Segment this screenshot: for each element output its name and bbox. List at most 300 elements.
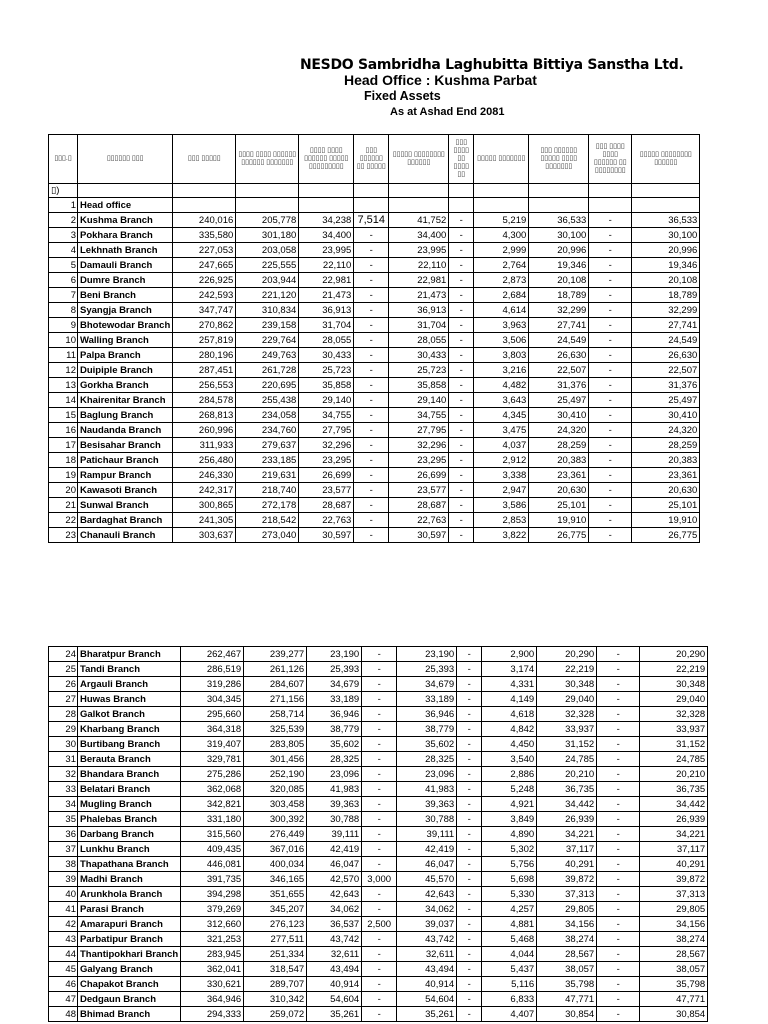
cell-value: 22,981 xyxy=(389,273,449,288)
empty-cell xyxy=(299,198,354,213)
cell-value: 22,507 xyxy=(529,363,589,378)
cell-value: 36,913 xyxy=(389,303,449,318)
cell-value: 28,055 xyxy=(389,333,449,348)
cell-value: - xyxy=(597,647,640,662)
cell-value: 4,450 xyxy=(482,737,537,752)
cell-value: 242,593 xyxy=(173,288,236,303)
empty-cell xyxy=(474,198,529,213)
cell-value: - xyxy=(457,812,482,827)
cell-value: 257,819 xyxy=(173,333,236,348)
cell-value: 364,946 xyxy=(181,992,244,1007)
cell-value: 261,728 xyxy=(236,363,299,378)
cell-value: 34,400 xyxy=(299,228,354,243)
table-row xyxy=(49,767,708,782)
table-row xyxy=(49,977,708,992)
cell-value: - xyxy=(457,947,482,962)
cell-value: 25,393 xyxy=(307,662,362,677)
branch-name: Kushma Branch xyxy=(78,213,173,228)
cell-value: 38,057 xyxy=(640,962,708,977)
cell-value: - xyxy=(362,1007,397,1022)
cell-value: 4,890 xyxy=(482,827,537,842)
cell-value: 27,741 xyxy=(529,318,589,333)
cell-value: - xyxy=(354,348,389,363)
branch-name: Arunkhola Branch xyxy=(78,887,181,902)
cell-value: 35,602 xyxy=(307,737,362,752)
cell-value: 318,547 xyxy=(244,962,307,977)
cell-value: - xyxy=(362,902,397,917)
cell-value: 24,320 xyxy=(529,423,589,438)
cell-value: 391,735 xyxy=(181,872,244,887)
empty-cell xyxy=(589,184,632,198)
cell-value: 362,068 xyxy=(181,782,244,797)
serial-number: 10 xyxy=(49,333,78,348)
column-header: ▯▯▯▯ ▯▯▯▯ ▯▯▯▯▯▯ ▯▯▯▯▯▯ ▯▯▯▯▯▯▯ xyxy=(236,135,299,184)
empty-cell xyxy=(236,198,299,213)
cell-value: - xyxy=(589,333,632,348)
cell-value: - xyxy=(589,363,632,378)
cell-value: - xyxy=(597,707,640,722)
cell-value: 28,567 xyxy=(640,947,708,962)
cell-value: - xyxy=(597,782,640,797)
table-row xyxy=(49,842,708,857)
cell-value: - xyxy=(362,842,397,857)
cell-value: - xyxy=(589,258,632,273)
table-row xyxy=(49,677,708,692)
cell-value: 4,331 xyxy=(482,677,537,692)
cell-value: 30,348 xyxy=(537,677,597,692)
table-row xyxy=(49,857,708,872)
table-row xyxy=(49,902,708,917)
cell-value: 20,210 xyxy=(537,767,597,782)
cell-value: 30,597 xyxy=(389,528,449,543)
cell-value: - xyxy=(354,408,389,423)
serial-number: 43 xyxy=(49,932,78,947)
cell-value: - xyxy=(449,528,474,543)
empty-cell xyxy=(589,198,632,213)
cell-value: 23,096 xyxy=(397,767,457,782)
cell-value: 258,714 xyxy=(244,707,307,722)
cell-value: 367,016 xyxy=(244,842,307,857)
cell-value: 3,643 xyxy=(474,393,529,408)
cell-value: - xyxy=(354,273,389,288)
cell-value: - xyxy=(449,468,474,483)
cell-value: - xyxy=(449,333,474,348)
cell-value: - xyxy=(457,797,482,812)
cell-value: 23,295 xyxy=(299,453,354,468)
branch-name: Lekhnath Branch xyxy=(78,243,173,258)
cell-value: 29,140 xyxy=(389,393,449,408)
serial-number: 19 xyxy=(49,468,78,483)
cell-value: - xyxy=(589,393,632,408)
cell-value: 446,081 xyxy=(181,857,244,872)
branch-name: Syangja Branch xyxy=(78,303,173,318)
cell-value: 26,939 xyxy=(640,812,708,827)
cell-value: 39,111 xyxy=(397,827,457,842)
cell-value: - xyxy=(362,647,397,662)
serial-number: 36 xyxy=(49,827,78,842)
cell-value: 329,781 xyxy=(181,752,244,767)
serial-number: 24 xyxy=(49,647,78,662)
cell-value: 32,296 xyxy=(389,438,449,453)
cell-value: 2,999 xyxy=(474,243,529,258)
cell-value: 246,330 xyxy=(173,468,236,483)
table-row xyxy=(49,1007,708,1022)
cell-value: 22,507 xyxy=(632,363,700,378)
cell-value: 28,325 xyxy=(307,752,362,767)
cell-value: 4,044 xyxy=(482,947,537,962)
cell-value: 30,788 xyxy=(307,812,362,827)
table-row xyxy=(49,722,708,737)
branch-name: Parasi Branch xyxy=(78,902,181,917)
cell-value: 30,348 xyxy=(640,677,708,692)
table-row xyxy=(49,258,700,273)
table-row xyxy=(49,318,700,333)
cell-value: 38,274 xyxy=(537,932,597,947)
branch-name: Pokhara Branch xyxy=(78,228,173,243)
cell-value: - xyxy=(362,962,397,977)
cell-value: 41,983 xyxy=(307,782,362,797)
cell-value: 239,277 xyxy=(244,647,307,662)
cell-value: 23,995 xyxy=(299,243,354,258)
cell-value: - xyxy=(597,752,640,767)
cell-value: 234,760 xyxy=(236,423,299,438)
serial-number: 35 xyxy=(49,812,78,827)
branch-name: Lunkhu Branch xyxy=(78,842,181,857)
cell-value: - xyxy=(457,1007,482,1022)
cell-value: 241,305 xyxy=(173,513,236,528)
cell-value: 37,313 xyxy=(640,887,708,902)
serial-number: 31 xyxy=(49,752,78,767)
cell-value: 25,497 xyxy=(529,393,589,408)
column-header: ▯▯▯▯▯ ▯▯▯▯▯▯▯▯ ▯▯▯▯▯▯ xyxy=(389,135,449,184)
cell-value: 2,500 xyxy=(362,917,397,932)
branch-name: Baglung Branch xyxy=(78,408,173,423)
cell-value: - xyxy=(362,887,397,902)
cell-value: 271,156 xyxy=(244,692,307,707)
cell-value: 2,684 xyxy=(474,288,529,303)
cell-value: - xyxy=(354,228,389,243)
cell-value: - xyxy=(457,932,482,947)
cell-value: 26,775 xyxy=(632,528,700,543)
cell-value: 221,120 xyxy=(236,288,299,303)
cell-value: 29,805 xyxy=(640,902,708,917)
cell-value: - xyxy=(457,887,482,902)
table-row xyxy=(49,962,708,977)
cell-value: 3,338 xyxy=(474,468,529,483)
cell-value: 34,238 xyxy=(299,213,354,228)
cell-value: 394,298 xyxy=(181,887,244,902)
cell-value: 26,630 xyxy=(632,348,700,363)
cell-value: 300,392 xyxy=(244,812,307,827)
cell-value: - xyxy=(362,722,397,737)
cell-value: 35,602 xyxy=(397,737,457,752)
branch-name: Bharatpur Branch xyxy=(78,647,181,662)
cell-value: 34,062 xyxy=(307,902,362,917)
cell-value: 30,433 xyxy=(299,348,354,363)
cell-value: 39,872 xyxy=(640,872,708,887)
cell-value: 4,614 xyxy=(474,303,529,318)
cell-value: - xyxy=(589,513,632,528)
cell-value: 23,096 xyxy=(307,767,362,782)
cell-value: - xyxy=(597,932,640,947)
table-row xyxy=(49,468,700,483)
cell-value: - xyxy=(354,333,389,348)
cell-value: 219,631 xyxy=(236,468,299,483)
cell-value: 37,117 xyxy=(640,842,708,857)
table-row xyxy=(49,827,708,842)
cell-value: - xyxy=(354,468,389,483)
cell-value: 3,586 xyxy=(474,498,529,513)
cell-value: 32,328 xyxy=(640,707,708,722)
cell-value: - xyxy=(457,962,482,977)
serial-number: 26 xyxy=(49,677,78,692)
cell-value: 335,580 xyxy=(173,228,236,243)
serial-number: 38 xyxy=(49,857,78,872)
cell-value: 256,553 xyxy=(173,378,236,393)
cell-value: - xyxy=(362,827,397,842)
cell-value: 312,660 xyxy=(181,917,244,932)
cell-value: - xyxy=(449,438,474,453)
cell-value: 45,570 xyxy=(397,872,457,887)
cell-value: - xyxy=(589,213,632,228)
cell-value: 30,410 xyxy=(529,408,589,423)
cell-value: - xyxy=(597,767,640,782)
serial-number: 7 xyxy=(49,288,78,303)
cell-value: - xyxy=(589,303,632,318)
cell-value: 23,995 xyxy=(389,243,449,258)
cell-value: 4,300 xyxy=(474,228,529,243)
cell-value: 325,539 xyxy=(244,722,307,737)
cell-value: - xyxy=(589,438,632,453)
cell-value: - xyxy=(457,872,482,887)
cell-value: - xyxy=(449,303,474,318)
cell-value: 36,533 xyxy=(529,213,589,228)
empty-cell xyxy=(632,198,700,213)
cell-value: 40,291 xyxy=(537,857,597,872)
branch-name: Dedgaun Branch xyxy=(78,992,181,1007)
cell-value: 41,983 xyxy=(397,782,457,797)
branch-name: Phalebas Branch xyxy=(78,812,181,827)
cell-value: 31,376 xyxy=(529,378,589,393)
cell-value: 22,110 xyxy=(299,258,354,273)
cell-value: - xyxy=(362,977,397,992)
table-row xyxy=(49,198,700,213)
cell-value: - xyxy=(354,528,389,543)
cell-value: - xyxy=(589,528,632,543)
cell-value: 31,152 xyxy=(537,737,597,752)
cell-value: 24,785 xyxy=(537,752,597,767)
cell-value: 320,085 xyxy=(244,782,307,797)
cell-value: 46,047 xyxy=(397,857,457,872)
branch-name: Naudanda Branch xyxy=(78,423,173,438)
cell-value: 239,158 xyxy=(236,318,299,333)
cell-value: 34,062 xyxy=(397,902,457,917)
serial-number: 20 xyxy=(49,483,78,498)
cell-value: 24,549 xyxy=(632,333,700,348)
cell-value: 249,763 xyxy=(236,348,299,363)
cell-value: 27,741 xyxy=(632,318,700,333)
cell-value: - xyxy=(597,827,640,842)
branch-name: Bardaghat Branch xyxy=(78,513,173,528)
cell-value: - xyxy=(362,707,397,722)
cell-value: 24,320 xyxy=(632,423,700,438)
serial-number: 4 xyxy=(49,243,78,258)
cell-value: 33,937 xyxy=(537,722,597,737)
cell-value: 5,219 xyxy=(474,213,529,228)
cell-value: 36,735 xyxy=(640,782,708,797)
branch-name: Duipiple Branch xyxy=(78,363,173,378)
cell-value: 270,862 xyxy=(173,318,236,333)
cell-value: - xyxy=(597,857,640,872)
cell-value: 3,540 xyxy=(482,752,537,767)
cell-value: 2,912 xyxy=(474,453,529,468)
cell-value: 226,925 xyxy=(173,273,236,288)
cell-value: 26,630 xyxy=(529,348,589,363)
cell-value: 4,482 xyxy=(474,378,529,393)
cell-value: 26,699 xyxy=(299,468,354,483)
branch-name: Chapakot Branch xyxy=(78,977,181,992)
cell-value: 47,771 xyxy=(640,992,708,1007)
cell-value: 30,854 xyxy=(537,1007,597,1022)
cell-value: - xyxy=(589,318,632,333)
branch-name: Huwas Branch xyxy=(78,692,181,707)
serial-number: 40 xyxy=(49,887,78,902)
cell-value: 255,438 xyxy=(236,393,299,408)
cell-value: 3,000 xyxy=(362,872,397,887)
cell-value: - xyxy=(597,887,640,902)
cell-value: - xyxy=(457,647,482,662)
cell-value: 25,101 xyxy=(529,498,589,513)
branch-name: Sunwal Branch xyxy=(78,498,173,513)
table-row xyxy=(49,408,700,423)
table-row xyxy=(49,363,700,378)
cell-value: 30,854 xyxy=(640,1007,708,1022)
cell-value: - xyxy=(589,453,632,468)
cell-value: 42,570 xyxy=(307,872,362,887)
cell-value: 20,290 xyxy=(537,647,597,662)
cell-value: 5,330 xyxy=(482,887,537,902)
fixed-assets-table-page1 xyxy=(48,134,700,543)
cell-value: - xyxy=(457,662,482,677)
cell-value: - xyxy=(597,692,640,707)
cell-value: 34,156 xyxy=(537,917,597,932)
empty-cell xyxy=(449,198,474,213)
cell-value: - xyxy=(449,228,474,243)
serial-number: 8 xyxy=(49,303,78,318)
cell-value: - xyxy=(589,273,632,288)
cell-value: 29,040 xyxy=(537,692,597,707)
cell-value: 3,216 xyxy=(474,363,529,378)
cell-value: 26,939 xyxy=(537,812,597,827)
cell-value: 22,219 xyxy=(640,662,708,677)
cell-value: 28,055 xyxy=(299,333,354,348)
cell-value: 294,333 xyxy=(181,1007,244,1022)
cell-value: - xyxy=(354,513,389,528)
cell-value: - xyxy=(449,453,474,468)
cell-value: - xyxy=(589,228,632,243)
cell-value: 20,108 xyxy=(632,273,700,288)
cell-value: 31,376 xyxy=(632,378,700,393)
branch-name: Thapathana Branch xyxy=(78,857,181,872)
cell-value: 34,755 xyxy=(299,408,354,423)
cell-value: 22,763 xyxy=(299,513,354,528)
serial-number: 23 xyxy=(49,528,78,543)
cell-value: - xyxy=(354,318,389,333)
branch-name: Khairenitar Branch xyxy=(78,393,173,408)
cell-value: 20,630 xyxy=(529,483,589,498)
cell-value: 37,313 xyxy=(537,887,597,902)
column-header: ▯▯▯ ▯▯▯▯▯ xyxy=(173,135,236,184)
serial-number: 18 xyxy=(49,453,78,468)
serial-number: 25 xyxy=(49,662,78,677)
cell-value: 36,913 xyxy=(299,303,354,318)
cell-value: 39,872 xyxy=(537,872,597,887)
serial-number: 2 xyxy=(49,213,78,228)
cell-value: 31,704 xyxy=(299,318,354,333)
branch-name: Berauta Branch xyxy=(78,752,181,767)
cell-value: - xyxy=(354,243,389,258)
table-row xyxy=(49,333,700,348)
cell-value: 36,735 xyxy=(537,782,597,797)
serial-number: 14 xyxy=(49,393,78,408)
cell-value: 303,637 xyxy=(173,528,236,543)
cell-value: 247,665 xyxy=(173,258,236,273)
cell-value: 34,755 xyxy=(389,408,449,423)
table-row xyxy=(49,348,700,363)
cell-value: 28,687 xyxy=(299,498,354,513)
table-row xyxy=(49,228,700,243)
cell-value: - xyxy=(597,917,640,932)
cell-value: 233,185 xyxy=(236,453,299,468)
serial-number: 3 xyxy=(49,228,78,243)
cell-value: - xyxy=(362,752,397,767)
cell-value: 283,945 xyxy=(181,947,244,962)
cell-value: 20,210 xyxy=(640,767,708,782)
cell-value: - xyxy=(362,767,397,782)
cell-value: 18,789 xyxy=(529,288,589,303)
cell-value: 21,473 xyxy=(299,288,354,303)
cell-value: - xyxy=(449,483,474,498)
cell-value: 220,695 xyxy=(236,378,299,393)
branch-name: Galkot Branch xyxy=(78,707,181,722)
cell-value: 25,723 xyxy=(299,363,354,378)
serial-number: 32 xyxy=(49,767,78,782)
cell-value: - xyxy=(457,752,482,767)
cell-value: - xyxy=(457,677,482,692)
cell-value: 280,196 xyxy=(173,348,236,363)
cell-value: 5,468 xyxy=(482,932,537,947)
fixed-assets-table-page2 xyxy=(48,646,708,1022)
cell-value: - xyxy=(597,662,640,677)
cell-value: 32,328 xyxy=(537,707,597,722)
cell-value: 20,996 xyxy=(529,243,589,258)
branch-name: Bhotewodar Branch xyxy=(78,318,173,333)
table-row xyxy=(49,692,708,707)
cell-value: 3,822 xyxy=(474,528,529,543)
cell-value: 261,126 xyxy=(244,662,307,677)
cell-value: 31,152 xyxy=(640,737,708,752)
table-row xyxy=(49,393,700,408)
cell-value: 362,041 xyxy=(181,962,244,977)
serial-number: 30 xyxy=(49,737,78,752)
cell-value: - xyxy=(457,707,482,722)
table-row xyxy=(49,288,700,303)
branch-name: Belatari Branch xyxy=(78,782,181,797)
cell-value: 36,946 xyxy=(307,707,362,722)
cell-value: - xyxy=(457,692,482,707)
cell-value: 2,947 xyxy=(474,483,529,498)
table-row xyxy=(49,498,700,513)
